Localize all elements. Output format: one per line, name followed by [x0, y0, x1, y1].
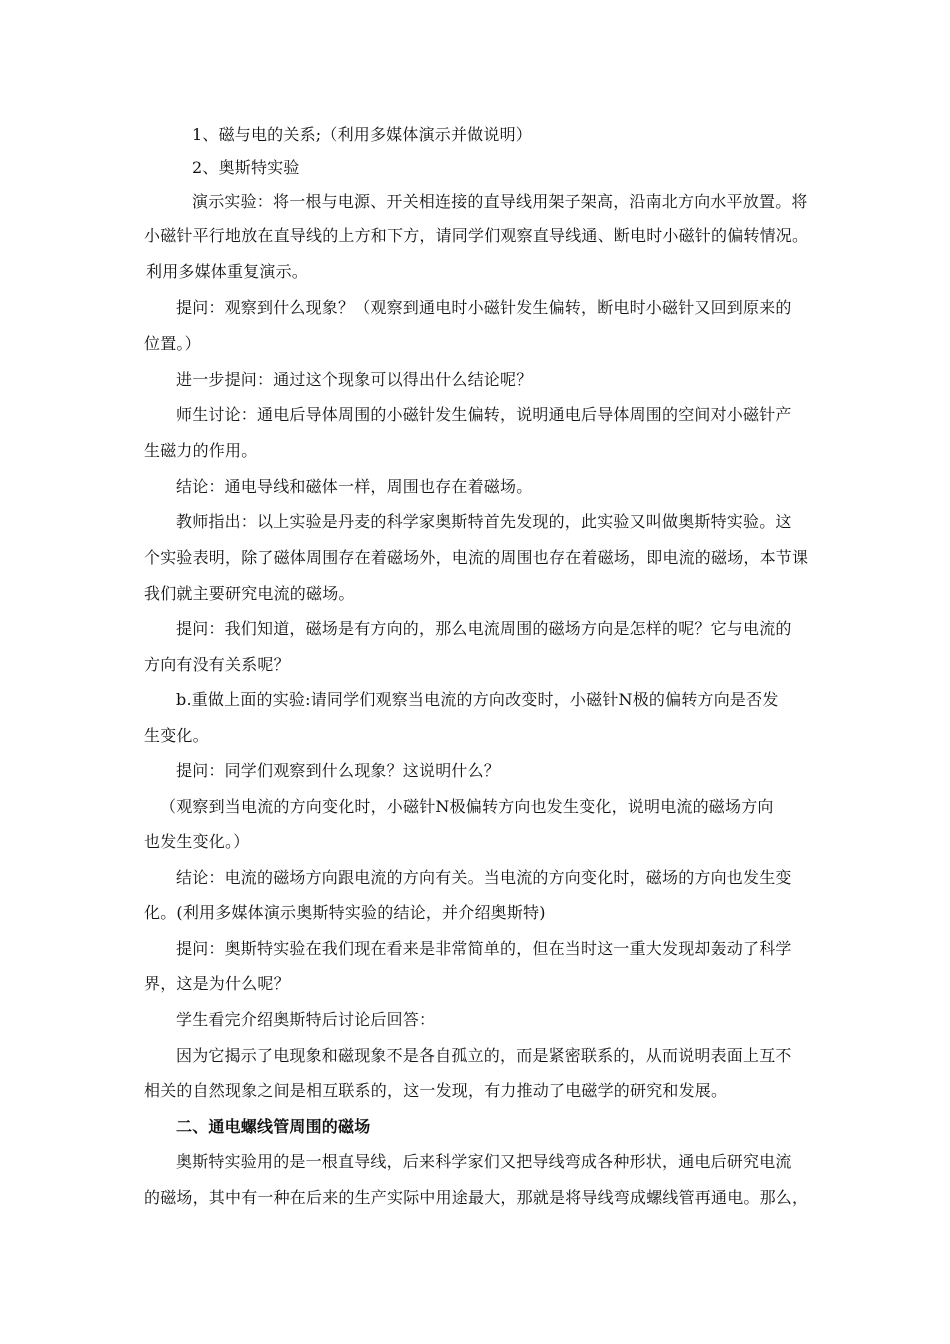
paragraph-line: b.重做上面的实验:请同学们观察当电流的方向改变时，小磁针N极的偏转方向是否发	[176, 690, 779, 709]
paragraph-line: 界，这是为什么呢？	[144, 974, 290, 993]
paragraph-line: 学生看完介绍奥斯特后讨论后回答：	[176, 1010, 436, 1029]
paragraph-line: 我们就主要研究电流的磁场。	[144, 584, 355, 603]
paragraph-line: 提问：同学们观察到什么现象？这说明什么？	[176, 761, 501, 780]
paragraph-line: 化。(利用多媒体演示奥斯特实验的结论，并介绍奥斯特)	[144, 903, 546, 922]
paragraph-line: 结论：通电导线和磁体一样，周围也存在着磁场。	[176, 477, 533, 496]
paragraph-line: 演示实验：将一根与电源、开关相连接的直导线用架子架高，沿南北方向水平放置。将	[192, 192, 808, 211]
paragraph-line: 因为它揭示了电现象和磁现象不是各自孤立的，而是紧密联系的，从而说明表面上互不	[176, 1046, 792, 1065]
paragraph-line: 方向有没有关系呢？	[144, 655, 290, 674]
paragraph-line: 小磁针平行地放在直导线的上方和下方，请同学们观察直导线通、断电时小磁针的偏转情况。	[144, 226, 809, 245]
paragraph-line: 个实验表明，除了磁体周围存在着磁场外，电流的周围也存在着磁场，即电流的磁场，本节课	[144, 548, 809, 567]
paragraph-line: 生磁力的作用。	[144, 441, 258, 460]
paragraph-line: 提问：奥斯特实验在我们现在看来是非常简单的，但在当时这一重大发现却轰动了科学	[176, 939, 792, 958]
paragraph-line: 生变化。	[144, 726, 209, 745]
paragraph-line: 利用多媒体重复演示。	[146, 262, 309, 281]
paragraph-line: 提问：我们知道，磁场是有方向的，那么电流周围的磁场方向是怎样的呢？它与电流的	[176, 619, 792, 638]
paragraph-line: 师生讨论：通电后导体周围的小磁针发生偏转，说明通电后导体周围的空间对小磁针产	[176, 405, 792, 424]
paragraph-line: 教师指出：以上实验是丹麦的科学家奥斯特首先发现的，此实验又叫做奥斯特实验。这	[176, 512, 792, 531]
paragraph-line: 提问：观察到什么现象？（观察到通电时小磁针发生偏转，断电时小磁针又回到原来的	[176, 298, 792, 317]
paragraph-line: 1、磁与电的关系;（利用多媒体演示并做说明）	[192, 125, 532, 144]
paragraph-line: （观察到当电流的方向变化时，小磁针N极偏转方向也发生变化，说明电流的磁场方向	[160, 797, 774, 816]
paragraph-line: 2、奥斯特实验	[192, 158, 300, 177]
section-heading: 二、通电螺线管周围的磁场	[176, 1117, 371, 1136]
paragraph-line: 的磁场，其中有一种在后来的生产实际中用途最大，那就是将导线弯成螺线管再通电。那么，	[144, 1188, 809, 1207]
paragraph-line: 结论：电流的磁场方向跟电流的方向有关。当电流的方向变化时，磁场的方向也发生变	[176, 868, 792, 887]
paragraph-line: 奥斯特实验用的是一根直导线，后来科学家们又把导线弯成各种形状，通电后研究电流	[176, 1152, 792, 1171]
paragraph-line: 相关的自然现象之间是相互联系的，这一发现，有力推动了电磁学的研究和发展。	[144, 1081, 728, 1100]
paragraph-line: 也发生变化。）	[144, 832, 250, 851]
paragraph-line: 位置。）	[144, 334, 201, 353]
paragraph-line: 进一步提问：通过这个现象可以得出什么结论呢？	[176, 370, 533, 389]
